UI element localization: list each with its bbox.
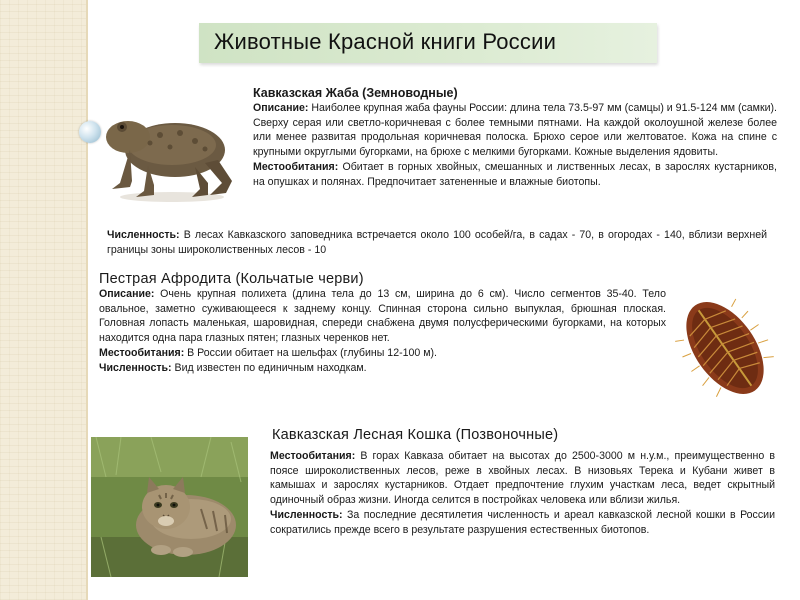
cat-heading: Кавказская Лесная Кошка (Позвоночные) xyxy=(272,427,559,443)
aphrodita-count xyxy=(99,361,666,376)
title-banner xyxy=(199,23,657,63)
toad-habitat xyxy=(253,160,777,190)
toad-desc-label: Описание: xyxy=(253,101,309,114)
toad-description xyxy=(253,101,777,160)
aphrodita-desc-text: Очень крупная полихета (длина тела до 13 см, ширина до 6 см). Число сегментов 35-40. Тело овальное, заметно суживающееся к заднему концу. Спинная сторона сильно выпуклая, брюшная плоская. Головная лопасть маленькая, шаровидная, спереди снабжена двумя полусферическими бугорками, на которых находится одна пара глазных пятен; глазных черенков нет. xyxy=(99,287,666,345)
cat-habitat xyxy=(270,449,775,508)
decorative-side-strip xyxy=(0,0,88,600)
toad-heading: Кавказская Жаба (Земноводные) xyxy=(253,86,458,100)
side-divider xyxy=(86,0,88,600)
aphrodita-description xyxy=(99,287,666,346)
toad-image xyxy=(100,105,235,205)
decorative-bubble-icon xyxy=(79,121,101,143)
cat-count-text: За последние десятилетия численность и ареал кавказской лесной кошки в России сократились прежде всего в результате разрушения естественных биотопов. xyxy=(270,508,775,536)
cat-image xyxy=(91,437,248,577)
toad-habitat-label: Местообитания: xyxy=(253,160,339,173)
page-title: Животные Красной книги России xyxy=(214,29,557,54)
aphrodita-habitat-text: В России обитает на шельфах (глубины 12-100 м). xyxy=(187,346,437,359)
toad-count-text: В лесах Кавказского заповедника встречается около 100 особей/га, в садах - 70, в огородах - 140, вблизи верхней границы зоны широколиственных лесов - 10 xyxy=(107,229,768,256)
aphrodita-section xyxy=(99,272,666,376)
toad-habitat-text: Обитает в горных хвойных, смешанных и лиственных лесах, в зарослях кустарников, на опушках и полянах. Предпочитает затененные и влажные биотопы. xyxy=(253,160,777,188)
aphrodita-habitat xyxy=(99,346,666,361)
aphrodita-desc-label: Описание: xyxy=(99,287,155,300)
toad-section xyxy=(253,86,777,190)
toad-count-section xyxy=(107,228,767,258)
cat-count xyxy=(270,508,775,538)
cat-count-label: Численность: xyxy=(270,508,343,521)
cat-habitat-label: Местообитания: xyxy=(270,449,356,462)
toad-count xyxy=(107,228,767,258)
cat-habitat-text: В горах Кавказа обитает на высотах до 2500-3000 м н.у.м., преимущественно в поясе широколиственных лесов, реже в хвойных лесах. В низовьях Терека и Кубани живет в камышах и зарослях кустарников. Отдает предпочтение глухим участкам леса, ведет скрытный одиночный образ жизни. Иногда селится в постройках человека или вблизи жилья. xyxy=(270,449,775,507)
aphrodita-count-label: Численность: xyxy=(99,361,172,374)
aphrodita-count-text: Вид известен по единичным находкам. xyxy=(174,361,367,374)
toad-desc-text: Наиболее крупная жаба фауны России: длина тела 73.5-97 мм (самцы) и 91.5-124 мм (самки). Сверху серая или светло-коричневая с более темными пятнами. На каждой околоушной железе более или менее развитая продольная коричневая полоска. Брюхо серое или желтоватое. Кожа на спине с крупными округлыми бугорками, на брюхе с мелкими бугорками. Кожные выделения ядовиты. xyxy=(253,101,777,159)
aphrodita-habitat-label: Местообитания: xyxy=(99,346,185,359)
toad-count-label: Численность: xyxy=(107,229,180,241)
aphrodita-image xyxy=(668,288,783,408)
aphrodita-heading: Пестрая Афродита (Кольчатые черви) xyxy=(99,271,364,287)
cat-section xyxy=(270,428,775,538)
